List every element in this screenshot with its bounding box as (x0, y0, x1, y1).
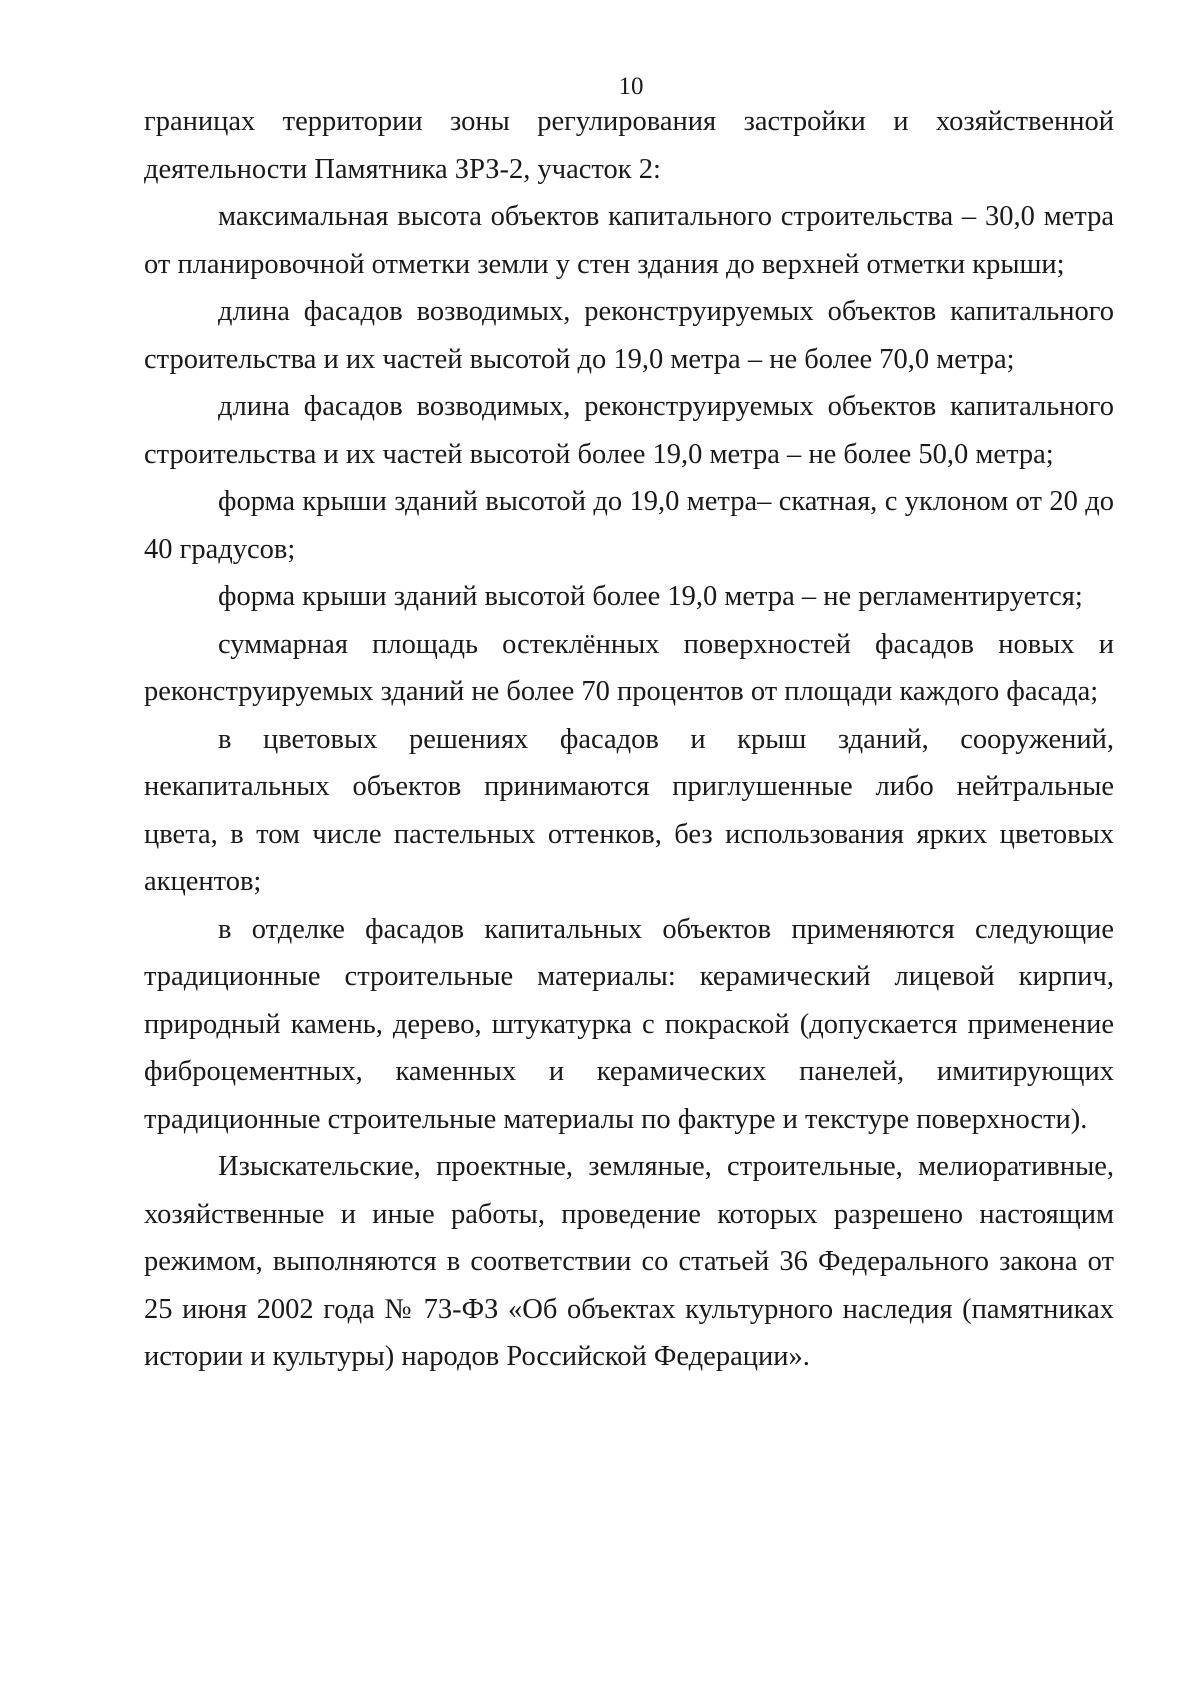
paragraph-facade-length-over-19m: длина фасадов возводимых, реконструируемых объектов капитального строительства и их частей высотой более 19,0 метра – не более 50,0 метра; (144, 391, 1114, 470)
paragraph-roof-shape-over-19m: форма крыши зданий высотой более 19,0 метра – не регламентируется; (218, 581, 1083, 612)
paragraph-color-solutions: в цветовых решениях фасадов и крыш зданий, сооружений, некапитальных объектов принимаются приглушенные либо нейтральные цвета, в том числе пастельных оттенков, без использования ярких цветовых акцентов; (144, 723, 1114, 897)
page-number: 10 (618, 73, 644, 100)
document-body (144, 98, 1114, 1381)
paragraph-max-height: максимальная высота объектов капитального строительства – 30,0 метра от планировочной отметки земли у стен здания до верхней отметки крыши; (144, 201, 1114, 280)
paragraph-facade-length-up-to-19m: длина фасадов возводимых, реконструируемых объектов капитального строительства и их частей высотой до 19,0 метра – не более 70,0 метра; (144, 296, 1114, 375)
paragraph-glazing-area: суммарная площадь остеклённых поверхностей фасадов новых и реконструируемых зданий не более 70 процентов от площади каждого фасада; (144, 628, 1114, 707)
paragraph-facade-materials: в отделке фасадов капитальных объектов применяются следующие традиционные строительные материалы: керамический лицевой кирпич, природный камень, дерево, штукатурка с покраской (допускается применение фиброцементных, каменных и керамических панелей, имитирующих традиционные строительные материалы по фактуре и текстуре поверхности). (144, 913, 1114, 1135)
paragraph-works-regulation: Изыскательские, проектные, земляные, строительные, мелиоративные, хозяйственные и иные работы, проведение которых разрешено настоящим режимом, выполняются в соответствии со статьей 36 Федерального закона от 25 июня 2002 года № 73-ФЗ «Об объектах культурного наследия (памятниках истории и культуры) народов Российской Федерации». (144, 1151, 1114, 1372)
paragraph-roof-shape-up-to-19m: форма крыши зданий высотой до 19,0 метра– скатная, с уклоном от 20 до 40 градусов; (144, 486, 1114, 565)
paragraph-zrz2-boundaries: границах территории зоны регулирования застройки и хозяйственной деятельности Памятника ЗРЗ-2, участок 2: (144, 106, 1114, 185)
